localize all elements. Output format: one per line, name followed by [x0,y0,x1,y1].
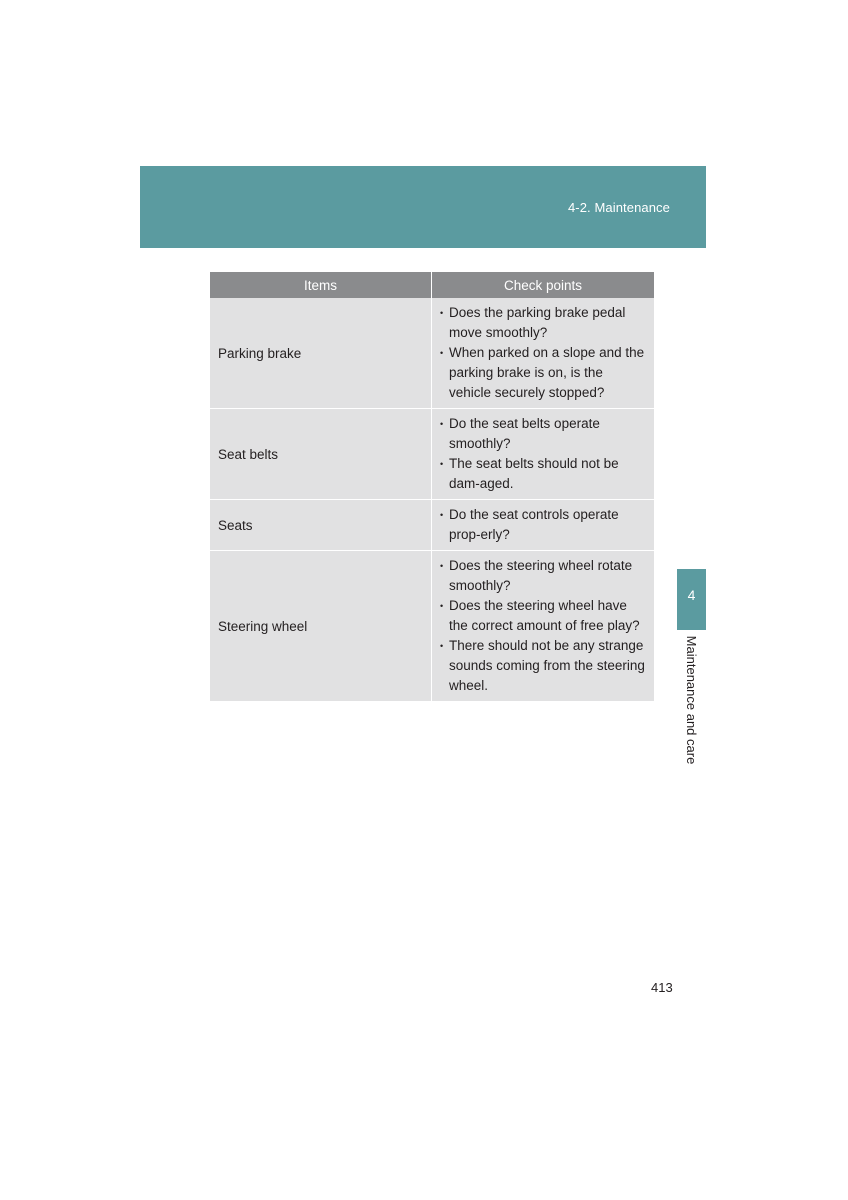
check-points-list [440,303,648,403]
check-points-cell [432,409,655,500]
page-number: 413 [651,980,673,995]
list-item: • Does the parking brake pedal move smoothly? [440,303,648,343]
check-points-cell [432,500,655,551]
table-row [210,409,654,500]
check-points-list [440,414,648,494]
item-cell: Seats [210,500,432,551]
table-row [210,298,654,409]
list-item: • Do the seat controls operate prop-erly? [440,505,648,545]
check-points-list [440,556,648,696]
list-item: • When parked on a slope and the parking brake is on, is the vehicle securely stopped? [440,343,648,403]
section-title: 4-2. Maintenance [567,200,670,215]
header-band [140,166,706,248]
list-item: • Does the steering wheel have the correct amount of free play? [440,596,648,636]
list-item: • Does the steering wheel rotate smoothly? [440,556,648,596]
chapter-number: 4 [687,587,696,603]
column-header-check-points: Check points [432,272,655,298]
table-row [210,500,654,551]
check-points-cell [432,551,655,702]
table-header-row [210,272,654,298]
table-row [210,551,654,702]
check-points-cell [432,298,655,409]
chapter-label: Maintenance and care [684,635,699,765]
item-cell: Parking brake [210,298,432,409]
check-table [210,272,654,702]
check-points-list [440,505,648,545]
chapter-tab [677,569,706,630]
item-cell: Steering wheel [210,551,432,702]
item-cell: Seat belts [210,409,432,500]
list-item: • The seat belts should not be dam-aged. [440,454,648,494]
list-item: • There should not be any strange sounds coming from the steering wheel. [440,636,648,696]
list-item: • Do the seat belts operate smoothly? [440,414,648,454]
column-header-items: Items [210,272,432,298]
